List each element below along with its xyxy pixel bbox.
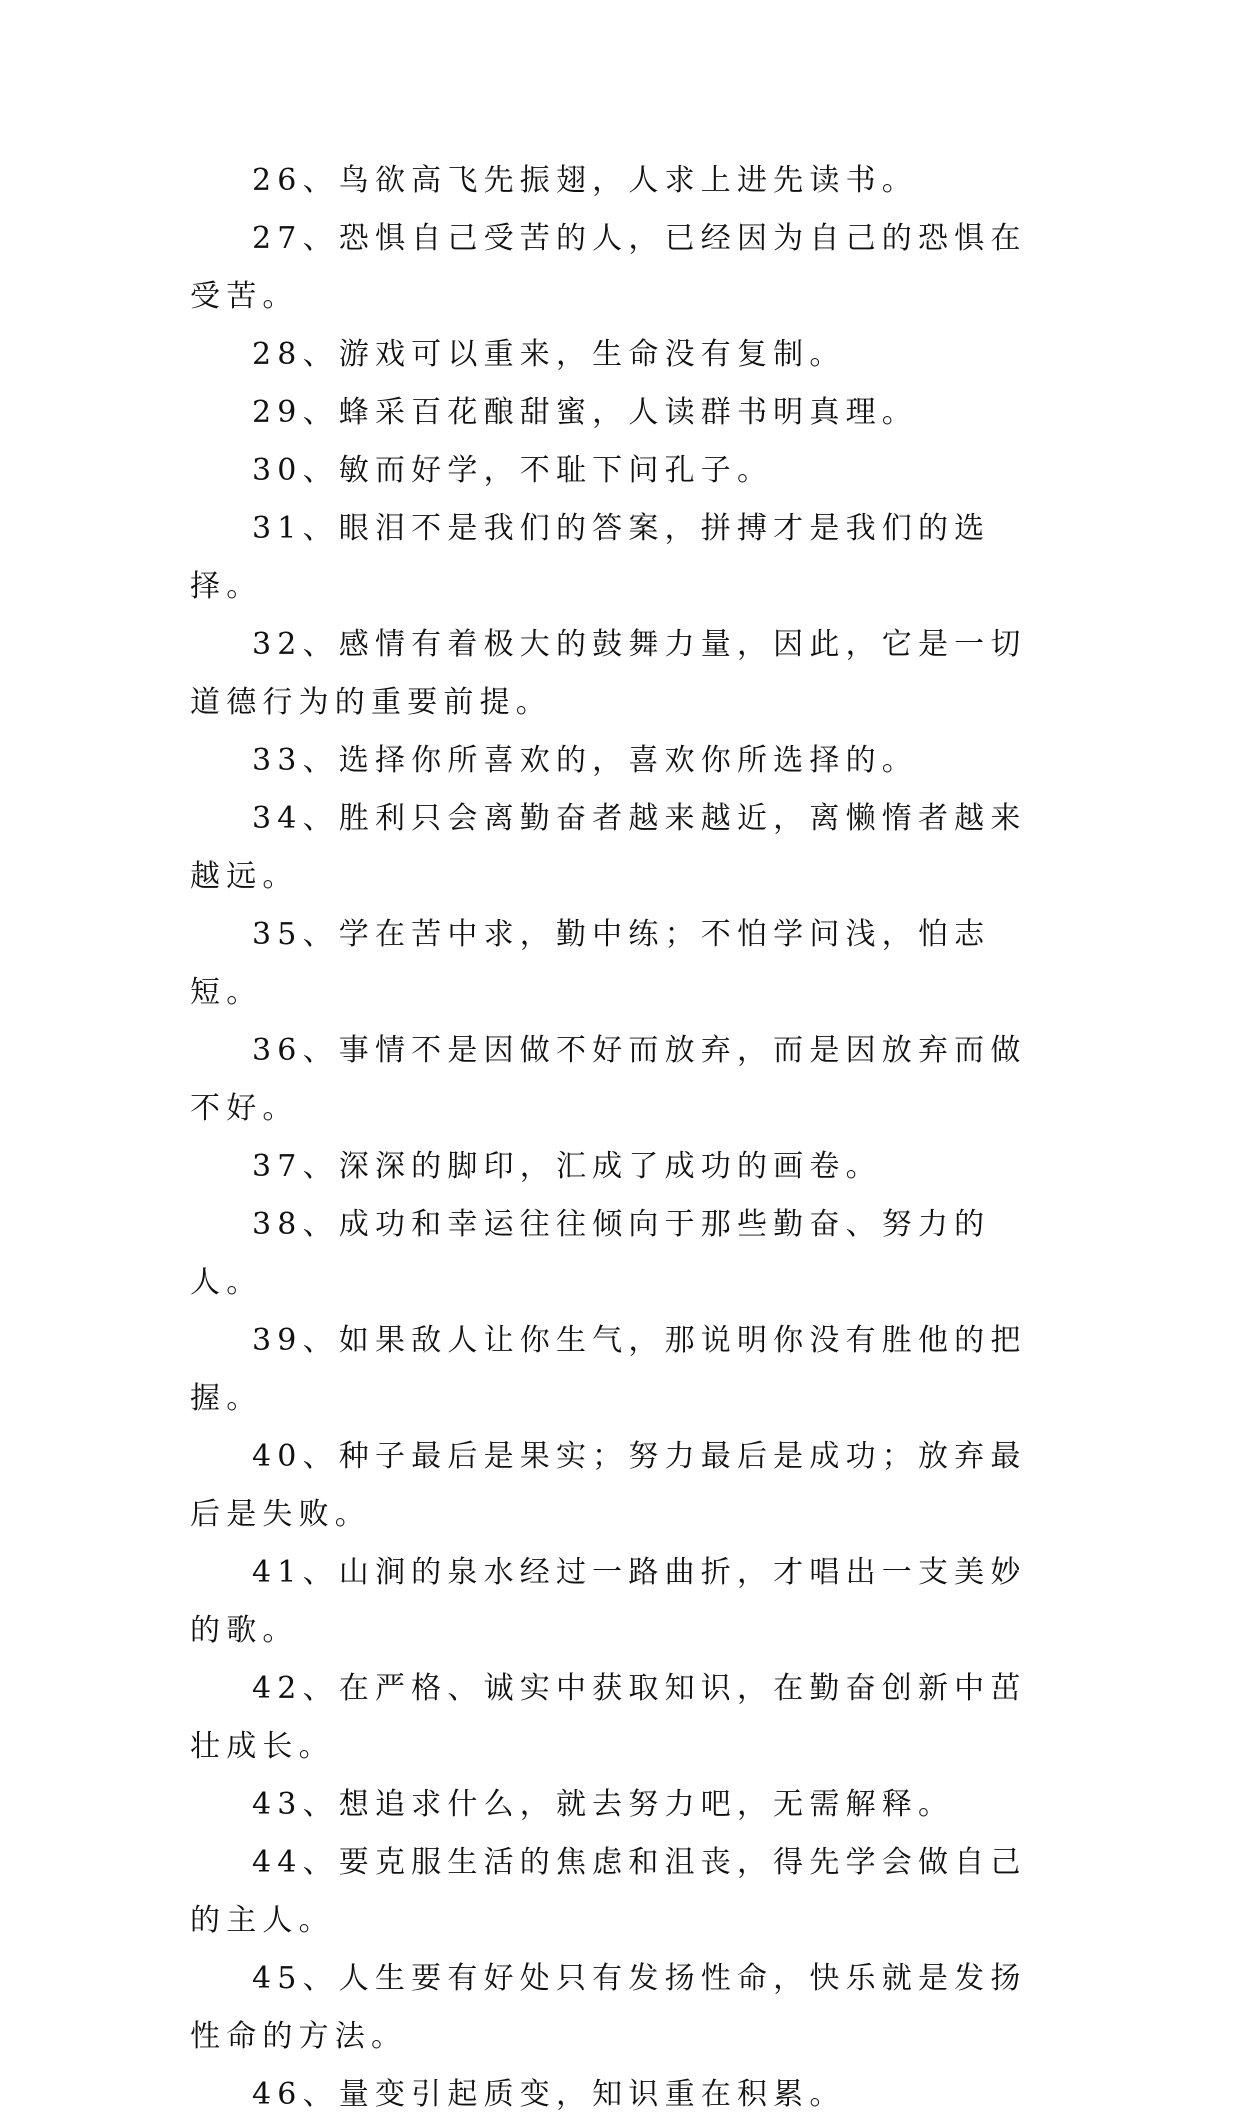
quote-26: 26、鸟欲高飞先振翅，人求上进先读书。 [252, 163, 918, 198]
quote-33: 33、选择你所喜欢的，喜欢你所选择的。 [252, 743, 918, 778]
quote-40: 40、种子最后是果实；努力最后是成功；放弃最后是失败。 [190, 1439, 1027, 1532]
quote-46: 46、量变引起质变，知识重在积累。 [252, 2077, 846, 2112]
quote-29: 29、蜂采百花酿甜蜜，人读群书明真理。 [252, 395, 918, 430]
quote-32: 32、感情有着极大的鼓舞力量，因此，它是一切道德行为的重要前提。 [190, 627, 1027, 720]
quote-28: 28、游戏可以重来，生命没有复制。 [252, 337, 846, 372]
quote-list [190, 152, 1050, 2124]
quote-37: 37、深深的脚印，汇成了成功的画卷。 [252, 1149, 882, 1184]
quote-44: 44、要克服生活的焦虑和沮丧，得先学会做自己的主人。 [190, 1845, 1027, 1938]
quote-38: 38、成功和幸运往往倾向于那些勤奋、努力的人。 [190, 1207, 991, 1300]
quote-36: 36、事情不是因做不好而放弃，而是因放弃而做不好。 [190, 1033, 1027, 1126]
quote-45: 45、人生要有好处只有发扬性命，快乐就是发扬性命的方法。 [190, 1961, 1027, 2054]
quote-39: 39、如果敌人让你生气，那说明你没有胜他的把握。 [190, 1323, 1027, 1416]
quote-31: 31、眼泪不是我们的答案，拼搏才是我们的选择。 [190, 511, 991, 604]
quote-30: 30、敏而好学，不耻下问孔子。 [252, 453, 774, 488]
quote-34: 34、胜利只会离勤奋者越来越近，离懒惰者越来越远。 [190, 801, 1027, 894]
quote-43: 43、想追求什么，就去努力吧，无需解释。 [252, 1787, 955, 1822]
quote-27: 27、恐惧自己受苦的人，已经因为自己的恐惧在受苦。 [190, 221, 1027, 314]
quote-42: 42、在严格、诚实中获取知识，在勤奋创新中茁壮成长。 [190, 1671, 1027, 1764]
quote-35: 35、学在苦中求，勤中练；不怕学问浅，怕志短。 [190, 917, 991, 1010]
quote-41: 41、山涧的泉水经过一路曲折，才唱出一支美妙的歌。 [190, 1555, 1027, 1648]
